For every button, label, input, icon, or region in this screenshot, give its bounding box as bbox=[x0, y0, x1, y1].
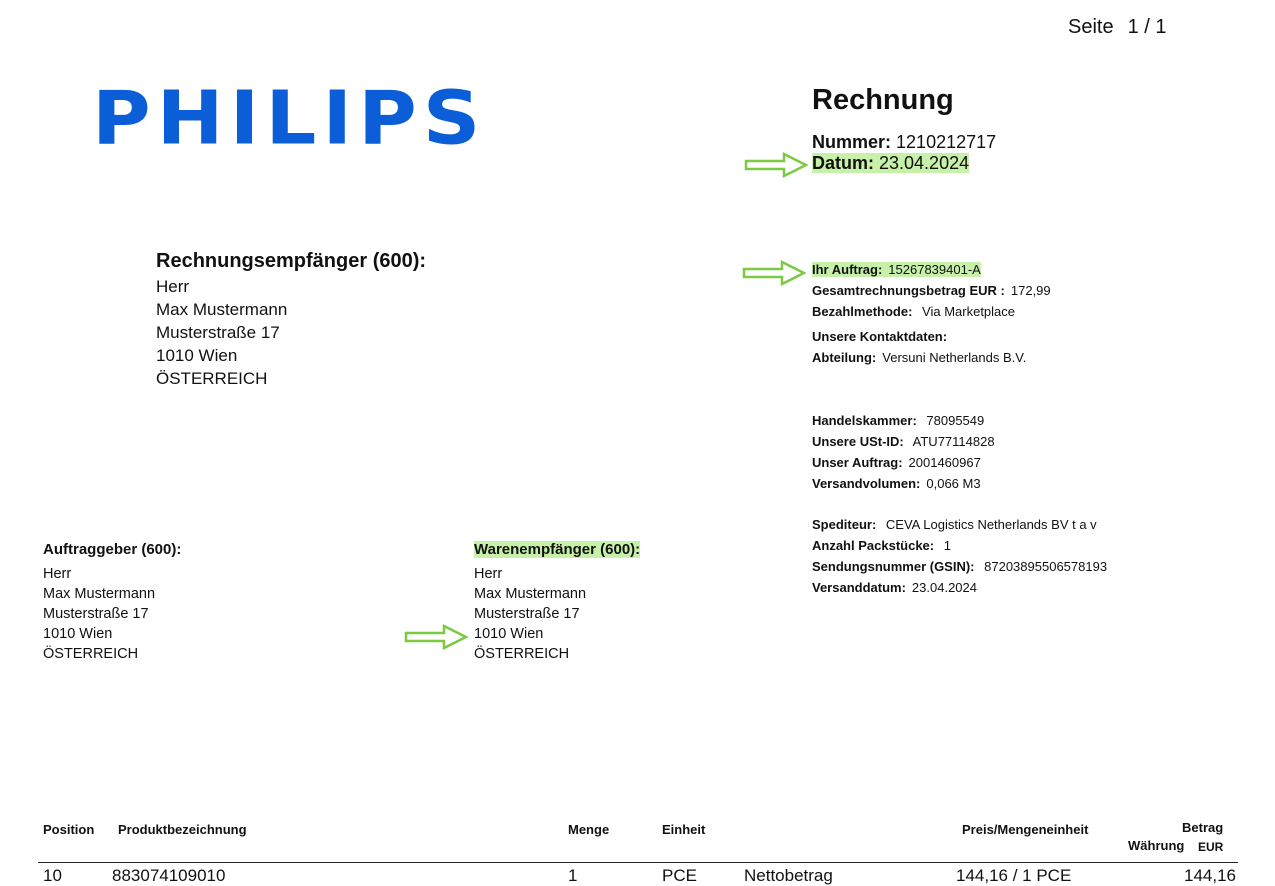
address-line: Max Mustermann bbox=[474, 586, 587, 602]
invoice-date-label: Datum: bbox=[812, 153, 874, 173]
address-line: 1010 Wien bbox=[43, 626, 113, 642]
chamber-label: Handelskammer: bbox=[812, 413, 917, 428]
invoice-meta bbox=[812, 132, 996, 174]
department-line bbox=[812, 347, 1051, 368]
billing-recipient-header: Rechnungsempfänger (600): bbox=[156, 250, 427, 272]
order-info bbox=[812, 259, 1051, 368]
philips-logo: PHILIPS bbox=[92, 75, 487, 162]
packages-line bbox=[812, 535, 1107, 556]
carrier-value: CEVA Logistics Netherlands BV t a v bbox=[885, 517, 1097, 532]
vat-line bbox=[812, 431, 995, 452]
address-line: Musterstraße 17 bbox=[43, 606, 149, 622]
row-position: 10 bbox=[43, 866, 62, 885]
total-line bbox=[812, 280, 1051, 301]
total-value: 172,99 bbox=[1010, 283, 1051, 298]
document-title: Rechnung bbox=[812, 84, 954, 116]
our-order-label: Unser Auftrag: bbox=[812, 455, 903, 470]
row-unit-price: 144,16 / 1 PCE bbox=[956, 866, 1072, 885]
col-product: Produktbezeichnung bbox=[118, 822, 247, 837]
page-number bbox=[1068, 16, 1167, 39]
packages-value: 1 bbox=[943, 538, 951, 553]
address-line: Musterstraße 17 bbox=[474, 606, 580, 622]
volume-value: 0,066 M3 bbox=[926, 476, 981, 491]
orderer-header: Auftraggeber (600): bbox=[43, 541, 182, 558]
row-amount: 144,16 bbox=[1184, 866, 1236, 885]
billing-recipient bbox=[156, 250, 426, 390]
volume-line bbox=[812, 473, 995, 494]
address-line: ÖSTERREICH bbox=[474, 646, 570, 662]
order-label: Ihr Auftrag: bbox=[812, 262, 883, 277]
col-unit-price: Preis/Mengeneinheit bbox=[962, 822, 1089, 837]
address-line: Musterstraße 17 bbox=[156, 323, 280, 342]
gsin-line bbox=[812, 556, 1107, 577]
row-quantity: 1 bbox=[568, 866, 578, 885]
col-unit: Einheit bbox=[662, 822, 706, 837]
orderer bbox=[43, 540, 181, 664]
col-position: Position bbox=[43, 822, 95, 837]
chamber-line bbox=[812, 410, 995, 431]
address-line: ÖSTERREICH bbox=[156, 369, 268, 388]
invoice-date-value: 23.04.2024 bbox=[879, 153, 970, 173]
goods-recipient-header: Warenempfänger (600): bbox=[474, 541, 641, 558]
shipping-info bbox=[812, 514, 1107, 598]
table-header-divider bbox=[38, 862, 1238, 863]
address-line: Max Mustermann bbox=[43, 586, 156, 602]
vat-label: Unsere USt-ID: bbox=[812, 434, 904, 449]
department-label: Abteilung: bbox=[812, 350, 877, 365]
ship-date-value: 23.04.2024 bbox=[911, 580, 977, 595]
address-line: ÖSTERREICH bbox=[43, 646, 139, 662]
ship-date-line bbox=[812, 577, 1107, 598]
arrow-icon bbox=[404, 624, 468, 650]
arrow-icon bbox=[742, 260, 806, 286]
address-line: Herr bbox=[43, 566, 72, 582]
goods-recipient bbox=[474, 540, 640, 664]
packages-label: Anzahl Packstücke: bbox=[812, 538, 935, 553]
total-label: Gesamtrechnungsbetrag EUR : bbox=[812, 283, 1005, 298]
contact-line bbox=[812, 326, 1051, 347]
address-line: 1010 Wien bbox=[156, 346, 238, 365]
address-line: 1010 Wien bbox=[474, 626, 544, 642]
vat-value: ATU77114828 bbox=[912, 434, 995, 449]
row-unit: PCE bbox=[662, 866, 697, 885]
our-order-line bbox=[812, 452, 995, 473]
page-label: Seite bbox=[1068, 16, 1114, 38]
invoice-number-line bbox=[812, 132, 996, 153]
col-amount: Betrag bbox=[1182, 820, 1224, 835]
volume-label: Versandvolumen: bbox=[812, 476, 921, 491]
col-currency: EUR bbox=[1198, 840, 1224, 854]
address-line: Max Mustermann bbox=[156, 300, 288, 319]
carrier-label: Spediteur: bbox=[812, 517, 877, 532]
order-line bbox=[812, 259, 1051, 280]
row-label: Nettobetrag bbox=[744, 866, 833, 885]
arrow-icon bbox=[744, 152, 808, 178]
order-value: 15267839401-A bbox=[888, 262, 981, 277]
invoice-number-value: 1210212717 bbox=[896, 132, 997, 152]
gsin-label: Sendungsnummer (GSIN): bbox=[812, 559, 975, 574]
page-value: 1 / 1 bbox=[1127, 16, 1167, 38]
address-line: Herr bbox=[156, 277, 190, 296]
invoice-date-line bbox=[812, 153, 996, 174]
contact-label: Unsere Kontaktdaten: bbox=[812, 329, 948, 344]
invoice-number-label: Nummer: bbox=[812, 132, 892, 152]
payment-label: Bezahlmethode: bbox=[812, 304, 913, 319]
company-info bbox=[812, 410, 995, 494]
col-currency-label: Währung bbox=[1128, 838, 1185, 853]
our-order-value: 2001460967 bbox=[908, 455, 981, 470]
row-product: 883074109010 bbox=[112, 866, 226, 885]
department-value: Versuni Netherlands B.V. bbox=[882, 350, 1027, 365]
carrier-line bbox=[812, 514, 1107, 535]
payment-value: Via Marketplace bbox=[922, 304, 1016, 319]
address-line: Herr bbox=[474, 566, 503, 582]
gsin-value: 87203895506578193 bbox=[984, 559, 1108, 574]
col-quantity: Menge bbox=[568, 822, 610, 837]
chamber-value: 78095549 bbox=[926, 413, 985, 428]
ship-date-label: Versanddatum: bbox=[812, 580, 906, 595]
payment-line bbox=[812, 301, 1051, 322]
